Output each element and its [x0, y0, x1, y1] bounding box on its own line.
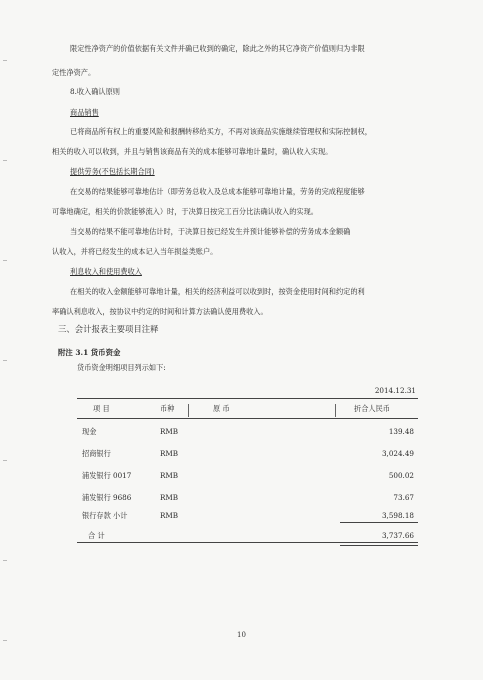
section-heading: 三、会计报表主要项目注释	[58, 324, 159, 334]
margin-tick	[3, 60, 7, 61]
col-divider	[188, 404, 189, 417]
subtotal-rule	[340, 522, 418, 523]
paragraph-line: 在交易的结果能够可靠地估计（即劳务总收入及总成本能够可靠地计量，劳务的完成程度能够	[70, 187, 365, 196]
row-item: 浦发银行 0017	[82, 471, 132, 480]
paragraph-line: 当交易的结果不能可靠地估计时，于决算日按已经发生并预计能够补偿的劳务成本金额确	[70, 227, 351, 236]
row-item: 银行存款 小计	[82, 511, 128, 520]
heading-services: 提供劳务(不包括长期合同)	[70, 167, 155, 176]
paragraph-line: 定性净资产。	[52, 68, 96, 77]
paragraph-line: 已将商品所有权上的重要风险和报酬转移给买方，不再对该商品实施继续管理权和实际控制权，	[70, 127, 372, 136]
row-item: 合 计	[88, 531, 105, 540]
paragraph-line: 可靠地确定，相关的价款能够流入）时，于决算日按完工百分比法确认收入的实现。	[52, 207, 318, 216]
table-date: 2014.12.31	[374, 386, 416, 395]
paragraph-line: 相关的收入可以收到，并且与销售该商品有关的成本能够可靠地计量时，确认收入实现。	[52, 147, 333, 156]
row-amount: 3,024.49	[381, 449, 414, 458]
heading-interest-income: 利息收入和使用费收入	[70, 267, 142, 276]
paragraph-line: 在相关的收入金额能够可靠地计量，相关的经济利益可以收到时，按资金使用时间和约定的利	[70, 287, 365, 296]
row-item: 招商银行	[82, 449, 111, 458]
total-rule	[77, 542, 418, 543]
row-amount: 500.02	[388, 471, 414, 480]
col-divider	[335, 404, 336, 417]
col-header-rmb: 折合人民币	[354, 404, 390, 413]
margin-tick	[3, 360, 7, 361]
table-top-rule	[77, 398, 418, 399]
paragraph-line: 限定性净资产的价值依据有关文件并确已收到的确定，除此之外的其它净资产价值则归为非限	[70, 44, 365, 53]
heading-revenue-recognition: 8.收入确认原则	[70, 87, 120, 96]
margin-tick	[3, 160, 7, 161]
margin-tick	[3, 640, 7, 641]
row-amount: 139.48	[388, 427, 414, 436]
row-currency: RMB	[160, 427, 179, 436]
heading-sales: 商品销售	[70, 108, 99, 117]
note-heading: 附注 3.1 货币资金	[58, 348, 121, 357]
total-double-rule	[340, 545, 418, 546]
row-currency: RMB	[160, 449, 179, 458]
row-currency: RMB	[160, 511, 179, 520]
row-amount: 3,598.18	[381, 511, 414, 520]
paragraph-line: 认收入，并将已经发生的成本记入当年损益类账户。	[52, 247, 218, 256]
margin-tick	[3, 260, 7, 261]
row-amount: 73.67	[393, 493, 414, 502]
note-description: 货币资金明细项目列示如下:	[77, 363, 166, 372]
row-amount: 3,737.66	[381, 531, 414, 540]
col-header-original: 原 币	[213, 404, 230, 413]
row-item: 浦发银行 9686	[82, 493, 132, 502]
col-header-item: 项 目	[93, 404, 110, 413]
col-header-currency: 币种	[160, 404, 175, 413]
margin-tick	[3, 460, 7, 461]
page-number: 10	[237, 631, 246, 639]
row-currency: RMB	[160, 493, 179, 502]
table-header-rule	[77, 418, 418, 419]
margin-tick	[3, 560, 7, 561]
row-currency: RMB	[160, 471, 179, 480]
row-item: 现金	[82, 427, 97, 436]
paragraph-line: 率确认利息收入，按协议中约定的时间和计算方法确认使用费收入。	[52, 307, 268, 316]
